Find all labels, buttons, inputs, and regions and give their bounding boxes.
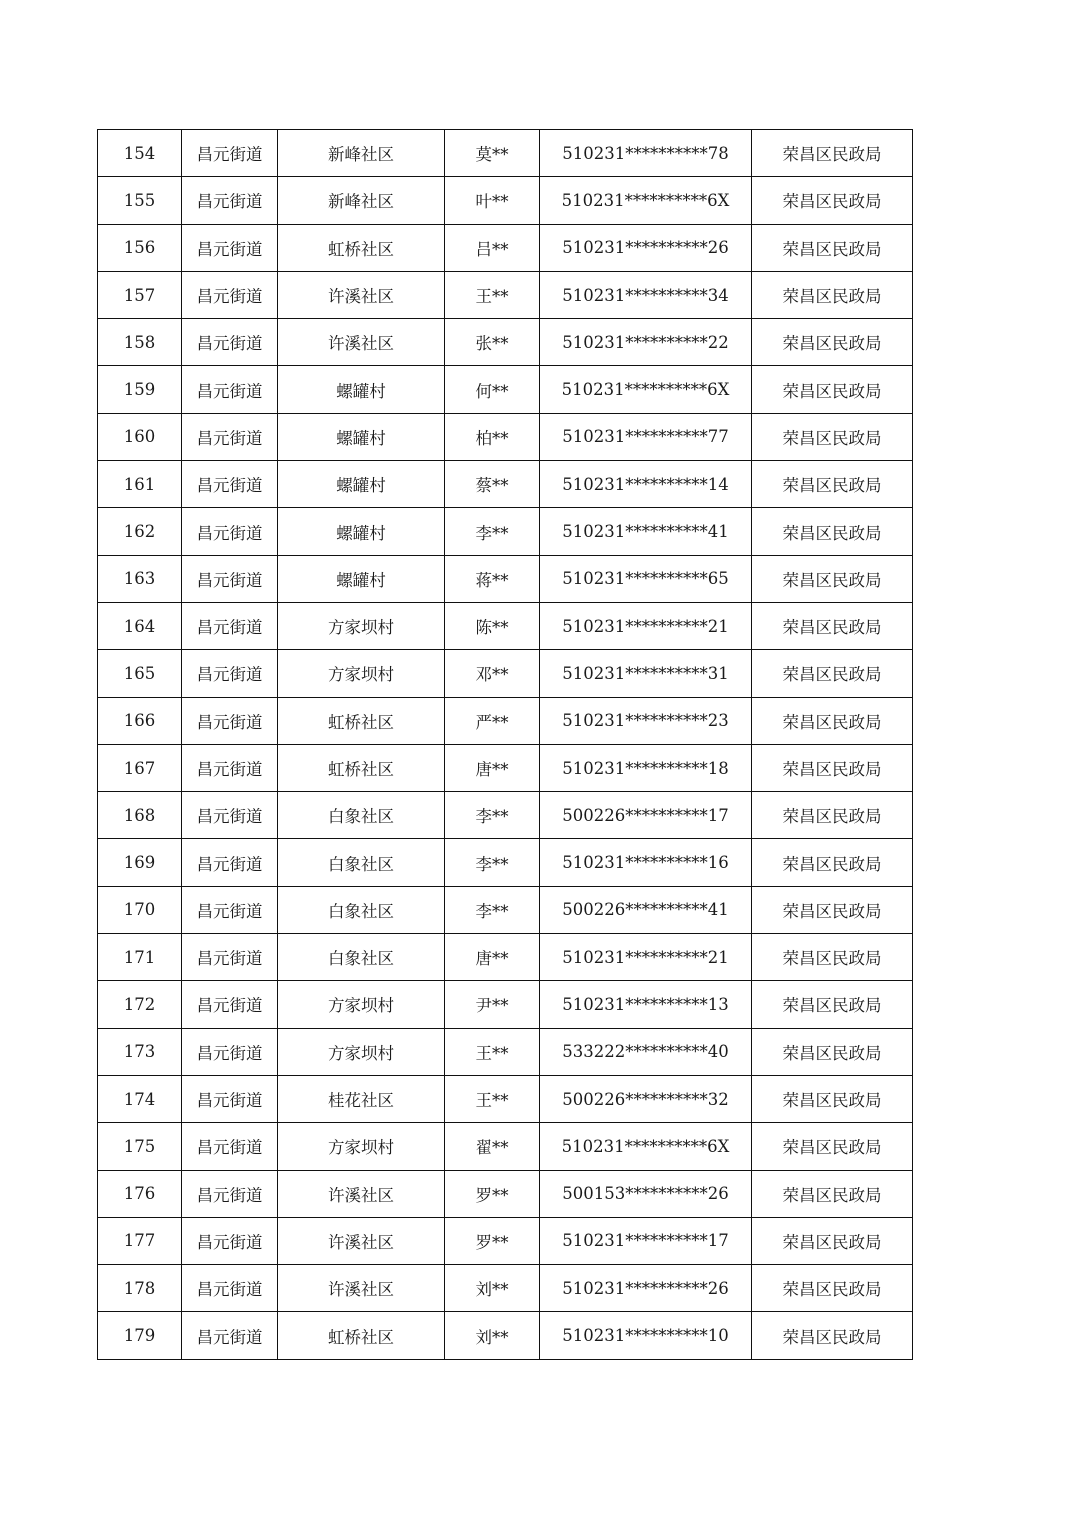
name-cell: 柏**	[445, 413, 540, 460]
id-number-cell: 510231**********41	[540, 508, 752, 555]
row-number-cell: 160	[98, 413, 182, 460]
street-cell: 昌元街道	[182, 650, 278, 697]
id-number-cell: 510231**********10	[540, 1312, 752, 1359]
id-number-cell: 510231**********16	[540, 839, 752, 886]
street-cell: 昌元街道	[182, 792, 278, 839]
street-cell: 昌元街道	[182, 1217, 278, 1264]
row-number-cell: 168	[98, 792, 182, 839]
department-cell: 荣昌区民政局	[752, 602, 913, 649]
street-cell: 昌元街道	[182, 461, 278, 508]
table-row	[98, 650, 913, 697]
name-cell: 罗**	[445, 1217, 540, 1264]
name-cell: 何**	[445, 366, 540, 413]
street-cell: 昌元街道	[182, 1028, 278, 1075]
name-cell: 刘**	[445, 1265, 540, 1312]
row-number-cell: 177	[98, 1217, 182, 1264]
community-cell: 方家坝村	[278, 981, 445, 1028]
name-cell: 严**	[445, 697, 540, 744]
department-cell: 荣昌区民政局	[752, 271, 913, 318]
table-row	[98, 1265, 913, 1312]
name-cell: 蔡**	[445, 461, 540, 508]
community-cell: 许溪社区	[278, 1217, 445, 1264]
street-cell: 昌元街道	[182, 744, 278, 791]
id-number-cell: 533222**********40	[540, 1028, 752, 1075]
name-cell: 翟**	[445, 1123, 540, 1170]
community-cell: 白象社区	[278, 839, 445, 886]
records-table	[97, 129, 913, 1360]
name-cell: 罗**	[445, 1170, 540, 1217]
row-number-cell: 169	[98, 839, 182, 886]
department-cell: 荣昌区民政局	[752, 650, 913, 697]
table-row	[98, 1170, 913, 1217]
table-row	[98, 886, 913, 933]
row-number-cell: 159	[98, 366, 182, 413]
records-table-body	[98, 130, 913, 1360]
table-row	[98, 508, 913, 555]
table-row	[98, 697, 913, 744]
community-cell: 螺罐村	[278, 413, 445, 460]
row-number-cell: 171	[98, 934, 182, 981]
table-row	[98, 1312, 913, 1359]
community-cell: 螺罐村	[278, 461, 445, 508]
community-cell: 虹桥社区	[278, 1312, 445, 1359]
street-cell: 昌元街道	[182, 177, 278, 224]
department-cell: 荣昌区民政局	[752, 1123, 913, 1170]
id-number-cell: 500226**********41	[540, 886, 752, 933]
id-number-cell: 510231**********26	[540, 1265, 752, 1312]
id-number-cell: 510231**********6X	[540, 177, 752, 224]
department-cell: 荣昌区民政局	[752, 555, 913, 602]
community-cell: 螺罐村	[278, 366, 445, 413]
street-cell: 昌元街道	[182, 319, 278, 366]
id-number-cell: 510231**********18	[540, 744, 752, 791]
department-cell: 荣昌区民政局	[752, 1312, 913, 1359]
name-cell: 王**	[445, 271, 540, 318]
department-cell: 荣昌区民政局	[752, 792, 913, 839]
id-number-cell: 510231**********31	[540, 650, 752, 697]
name-cell: 李**	[445, 839, 540, 886]
table-row	[98, 744, 913, 791]
row-number-cell: 170	[98, 886, 182, 933]
street-cell: 昌元街道	[182, 130, 278, 177]
community-cell: 许溪社区	[278, 319, 445, 366]
id-number-cell: 510231**********78	[540, 130, 752, 177]
street-cell: 昌元街道	[182, 1312, 278, 1359]
community-cell: 方家坝村	[278, 1028, 445, 1075]
street-cell: 昌元街道	[182, 934, 278, 981]
table-row	[98, 130, 913, 177]
row-number-cell: 157	[98, 271, 182, 318]
street-cell: 昌元街道	[182, 697, 278, 744]
table-row	[98, 555, 913, 602]
department-cell: 荣昌区民政局	[752, 224, 913, 271]
id-number-cell: 500226**********32	[540, 1075, 752, 1122]
table-row	[98, 366, 913, 413]
id-number-cell: 510231**********21	[540, 602, 752, 649]
department-cell: 荣昌区民政局	[752, 366, 913, 413]
department-cell: 荣昌区民政局	[752, 1217, 913, 1264]
name-cell: 李**	[445, 792, 540, 839]
id-number-cell: 510231**********6X	[540, 1123, 752, 1170]
name-cell: 叶**	[445, 177, 540, 224]
department-cell: 荣昌区民政局	[752, 1170, 913, 1217]
id-number-cell: 510231**********14	[540, 461, 752, 508]
name-cell: 邓**	[445, 650, 540, 697]
name-cell: 吕**	[445, 224, 540, 271]
street-cell: 昌元街道	[182, 366, 278, 413]
community-cell: 方家坝村	[278, 650, 445, 697]
table-row	[98, 839, 913, 886]
name-cell: 李**	[445, 508, 540, 555]
community-cell: 新峰社区	[278, 130, 445, 177]
street-cell: 昌元街道	[182, 1265, 278, 1312]
street-cell: 昌元街道	[182, 224, 278, 271]
community-cell: 白象社区	[278, 886, 445, 933]
community-cell: 白象社区	[278, 792, 445, 839]
row-number-cell: 179	[98, 1312, 182, 1359]
department-cell: 荣昌区民政局	[752, 839, 913, 886]
row-number-cell: 154	[98, 130, 182, 177]
table-row	[98, 271, 913, 318]
name-cell: 唐**	[445, 934, 540, 981]
street-cell: 昌元街道	[182, 886, 278, 933]
row-number-cell: 178	[98, 1265, 182, 1312]
row-number-cell: 172	[98, 981, 182, 1028]
row-number-cell: 173	[98, 1028, 182, 1075]
row-number-cell: 161	[98, 461, 182, 508]
id-number-cell: 510231**********23	[540, 697, 752, 744]
row-number-cell: 155	[98, 177, 182, 224]
community-cell: 虹桥社区	[278, 697, 445, 744]
table-row	[98, 792, 913, 839]
name-cell: 王**	[445, 1028, 540, 1075]
id-number-cell: 510231**********6X	[540, 366, 752, 413]
community-cell: 许溪社区	[278, 1265, 445, 1312]
row-number-cell: 175	[98, 1123, 182, 1170]
department-cell: 荣昌区民政局	[752, 1265, 913, 1312]
street-cell: 昌元街道	[182, 839, 278, 886]
department-cell: 荣昌区民政局	[752, 1028, 913, 1075]
department-cell: 荣昌区民政局	[752, 413, 913, 460]
table-row	[98, 224, 913, 271]
street-cell: 昌元街道	[182, 555, 278, 602]
row-number-cell: 164	[98, 602, 182, 649]
street-cell: 昌元街道	[182, 1170, 278, 1217]
community-cell: 桂花社区	[278, 1075, 445, 1122]
row-number-cell: 162	[98, 508, 182, 555]
department-cell: 荣昌区民政局	[752, 1075, 913, 1122]
community-cell: 许溪社区	[278, 1170, 445, 1217]
row-number-cell: 176	[98, 1170, 182, 1217]
name-cell: 王**	[445, 1075, 540, 1122]
id-number-cell: 510231**********21	[540, 934, 752, 981]
department-cell: 荣昌区民政局	[752, 744, 913, 791]
table-row	[98, 981, 913, 1028]
street-cell: 昌元街道	[182, 1123, 278, 1170]
id-number-cell: 510231**********77	[540, 413, 752, 460]
id-number-cell: 510231**********26	[540, 224, 752, 271]
street-cell: 昌元街道	[182, 602, 278, 649]
id-number-cell: 510231**********13	[540, 981, 752, 1028]
name-cell: 唐**	[445, 744, 540, 791]
department-cell: 荣昌区民政局	[752, 697, 913, 744]
community-cell: 螺罐村	[278, 555, 445, 602]
name-cell: 张**	[445, 319, 540, 366]
street-cell: 昌元街道	[182, 1075, 278, 1122]
community-cell: 虹桥社区	[278, 224, 445, 271]
department-cell: 荣昌区民政局	[752, 934, 913, 981]
table-row	[98, 1217, 913, 1264]
department-cell: 荣昌区民政局	[752, 886, 913, 933]
name-cell: 蒋**	[445, 555, 540, 602]
department-cell: 荣昌区民政局	[752, 461, 913, 508]
community-cell: 方家坝村	[278, 1123, 445, 1170]
street-cell: 昌元街道	[182, 981, 278, 1028]
id-number-cell: 500226**********17	[540, 792, 752, 839]
community-cell: 螺罐村	[278, 508, 445, 555]
table-row	[98, 177, 913, 224]
community-cell: 许溪社区	[278, 271, 445, 318]
name-cell: 李**	[445, 886, 540, 933]
name-cell: 陈**	[445, 602, 540, 649]
id-number-cell: 510231**********65	[540, 555, 752, 602]
id-number-cell: 510231**********34	[540, 271, 752, 318]
street-cell: 昌元街道	[182, 413, 278, 460]
department-cell: 荣昌区民政局	[752, 319, 913, 366]
row-number-cell: 156	[98, 224, 182, 271]
table-row	[98, 1028, 913, 1075]
name-cell: 尹**	[445, 981, 540, 1028]
department-cell: 荣昌区民政局	[752, 981, 913, 1028]
row-number-cell: 163	[98, 555, 182, 602]
community-cell: 新峰社区	[278, 177, 445, 224]
row-number-cell: 166	[98, 697, 182, 744]
row-number-cell: 167	[98, 744, 182, 791]
table-row	[98, 319, 913, 366]
community-cell: 虹桥社区	[278, 744, 445, 791]
table-row	[98, 413, 913, 460]
id-number-cell: 510231**********22	[540, 319, 752, 366]
row-number-cell: 165	[98, 650, 182, 697]
department-cell: 荣昌区民政局	[752, 130, 913, 177]
department-cell: 荣昌区民政局	[752, 508, 913, 555]
street-cell: 昌元街道	[182, 508, 278, 555]
row-number-cell: 174	[98, 1075, 182, 1122]
community-cell: 白象社区	[278, 934, 445, 981]
name-cell: 刘**	[445, 1312, 540, 1359]
table-row	[98, 461, 913, 508]
id-number-cell: 500153**********26	[540, 1170, 752, 1217]
name-cell: 莫**	[445, 130, 540, 177]
row-number-cell: 158	[98, 319, 182, 366]
table-row	[98, 934, 913, 981]
community-cell: 方家坝村	[278, 602, 445, 649]
department-cell: 荣昌区民政局	[752, 177, 913, 224]
table-row	[98, 1123, 913, 1170]
table-row	[98, 1075, 913, 1122]
id-number-cell: 510231**********17	[540, 1217, 752, 1264]
street-cell: 昌元街道	[182, 271, 278, 318]
table-row	[98, 602, 913, 649]
